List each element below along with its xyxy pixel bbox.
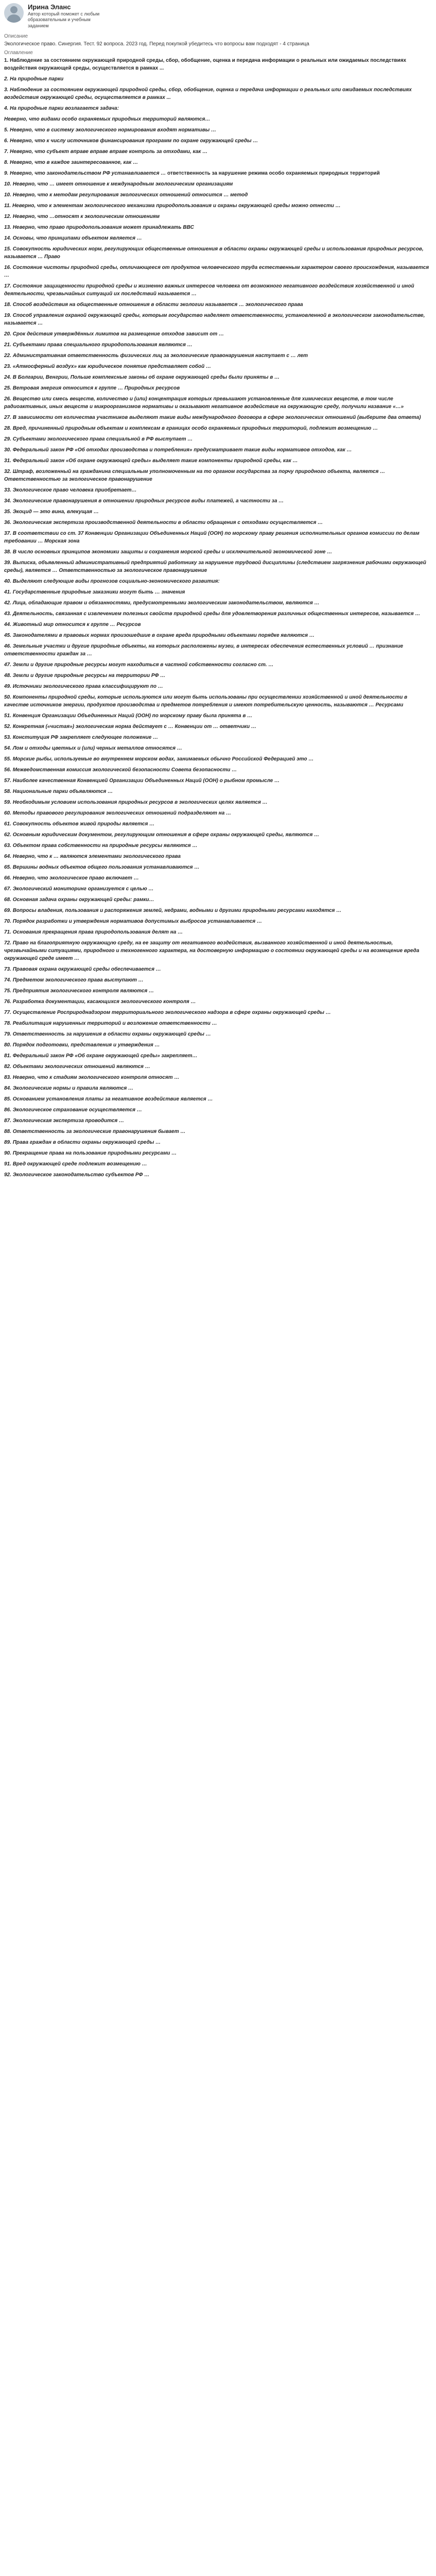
question-text: Ответственность за экологические правонарушения бывает … bbox=[12, 1128, 186, 1134]
list-item bbox=[4, 1128, 432, 1136]
list-item bbox=[4, 723, 432, 731]
question-number: 38. bbox=[4, 549, 13, 555]
question-number: 24. bbox=[4, 374, 13, 380]
question-text: Основы, что принципами объектом является … bbox=[12, 235, 142, 241]
question-number: 82. bbox=[4, 1063, 13, 1070]
question-text: Неверно, что …относят к экологическим отношениям bbox=[12, 213, 160, 219]
question-number: 81. bbox=[4, 1053, 13, 1059]
list-item bbox=[4, 693, 432, 709]
question-text: В зависимости от количества участников выделяют такие виды международного договора в сфере экологических отношений (выберите два ответа) bbox=[12, 414, 421, 420]
question-number: 7. bbox=[4, 148, 10, 155]
list-item bbox=[4, 842, 432, 850]
list-item bbox=[4, 1020, 432, 1027]
question-number: 86. bbox=[4, 1107, 13, 1113]
list-item bbox=[4, 384, 432, 392]
question-number: 72. bbox=[4, 940, 13, 946]
list-item bbox=[4, 312, 432, 327]
question-number: 51. bbox=[4, 713, 13, 719]
question-number: 78. bbox=[4, 1020, 13, 1026]
list-item bbox=[4, 213, 432, 221]
question-number: 27. bbox=[4, 414, 13, 420]
question-text: Конвенция Организации Объединенных Наций (ООН) по морскому праву была принята в … bbox=[12, 713, 253, 719]
question-text: Источники экологического права классифицируют по … bbox=[12, 683, 163, 689]
author-name[interactable]: Ирина Эланс bbox=[28, 3, 71, 11]
question-number: 19. bbox=[4, 312, 13, 318]
question-number: 76. bbox=[4, 998, 13, 1005]
question-text: Ветровая энергия относится к группе … Природных ресурсов bbox=[12, 385, 180, 391]
question-number: 83. bbox=[4, 1074, 13, 1080]
question-text: Вред окружающей среде подлежит возмещению … bbox=[12, 1161, 147, 1167]
question-text: Экологическая экспертиза проводится … bbox=[12, 1117, 125, 1124]
question-text: Порядок подготовки, представления и утверждения … bbox=[12, 1042, 160, 1048]
question-text: Неверно, что к элементам экологического механизма природопользования и охраны окружающей среды можно отнести … bbox=[12, 202, 341, 209]
question-text: Наблюдение за состоянием окружающей природной среды, сбор, обобщение, оценка и передача информации о реальных или ожидаемых последствиях воздействия окружающей среды, осуществляется в рамках ... bbox=[4, 87, 412, 100]
question-number: 55. bbox=[4, 756, 13, 762]
question-text: Неверно, что право природопользования может принадлежать ВВС bbox=[12, 224, 194, 230]
question-number: 6. bbox=[4, 138, 10, 144]
question-number: 18. bbox=[4, 301, 13, 308]
question-number: 8. bbox=[4, 159, 10, 165]
question-text: Состояние защищенности природной среды и жизненно важных интересов человека от возможного негативного воздействия хозяйственной и иной деятельности, чрезвычайных ситуаций их последствий называется … bbox=[4, 283, 414, 297]
toc-label: Оглавление bbox=[4, 49, 33, 56]
question-number: 31. bbox=[4, 457, 13, 464]
question-text: Экологические нормы и правила являются … bbox=[12, 1085, 134, 1091]
question-number: 75. bbox=[4, 988, 13, 994]
list-item bbox=[4, 425, 432, 432]
question-number: 45. bbox=[4, 632, 13, 638]
question-number: 69. bbox=[4, 907, 13, 913]
question-text: На природные парки bbox=[10, 76, 64, 82]
question-number: 60. bbox=[4, 810, 13, 816]
question-text: Срок действия утверждённых лимитов на размещение отходов зависит от … bbox=[12, 331, 224, 337]
list-item bbox=[4, 755, 432, 763]
question-number: 54. bbox=[4, 745, 13, 751]
list-item bbox=[4, 1117, 432, 1125]
question-text: Вершины водных объектов общего пользования устанавливаются … bbox=[12, 864, 200, 870]
question-text: Субъектами экологического права специальной в РФ выступает … bbox=[12, 436, 193, 442]
list-item bbox=[4, 683, 432, 690]
question-number: 35. bbox=[4, 509, 13, 515]
question-number: 87. bbox=[4, 1117, 13, 1124]
list-item bbox=[4, 599, 432, 607]
list-item bbox=[4, 734, 432, 741]
question-number: 70. bbox=[4, 918, 13, 924]
question-text: Федеральный закон РФ «Об отходах производства и потребления» предусматривает такие виды нормативов отходов, как … bbox=[12, 447, 352, 453]
list-item bbox=[4, 965, 432, 973]
question-text: Экоцид — это вина, влекущая … bbox=[12, 509, 99, 515]
question-number: 57. bbox=[4, 777, 13, 784]
question-text: Неверно, что к числу источников финансирования программ по охране окружающей среды … bbox=[10, 138, 258, 144]
question-number: 26. bbox=[4, 396, 13, 402]
question-text: Наиболее качественная Конвенцией Организации Объединенных Наций (ООН) о рыбном промысле … bbox=[12, 777, 280, 784]
list-item bbox=[4, 435, 432, 443]
question-text: На природные парки возлагается задача: bbox=[10, 105, 119, 111]
list-item bbox=[4, 1139, 432, 1146]
list-item bbox=[4, 170, 432, 177]
question-text: Ответственность за нарушения в области охраны окружающей среды … bbox=[12, 1031, 211, 1037]
avatar[interactable] bbox=[4, 3, 24, 23]
list-item bbox=[4, 202, 432, 210]
question-text: Реабилитация нарушенных территорий и возложение ответственности … bbox=[12, 1020, 217, 1026]
question-number: 46. bbox=[4, 643, 13, 649]
question-text: Предприятия экологического контроля являются … bbox=[12, 988, 154, 994]
question-number: 92. bbox=[4, 1172, 13, 1178]
question-number: 71. bbox=[4, 929, 13, 935]
question-text: Разработка документации, касающихся экологического контроля … bbox=[12, 998, 196, 1005]
question-number: 34. bbox=[4, 498, 13, 504]
list-item bbox=[4, 363, 432, 370]
question-number: 43. bbox=[4, 611, 13, 617]
question-number: 84. bbox=[4, 1085, 13, 1091]
question-text: Основанием установления платы за негативное воздействие является … bbox=[12, 1096, 213, 1102]
list-item bbox=[4, 548, 432, 556]
question-list bbox=[4, 75, 432, 1179]
question-text: В соответствии со ст. 37 Конвенции Организации Объединенных Наций (ООН) по морскому праву решения исполнительных органов комиссии по делам требовании … Морская зона bbox=[4, 530, 420, 544]
question-text: Федеральный закон «Об охране окружающей среды» выделяет такие компоненты природной среды, как … bbox=[12, 457, 298, 464]
question-number: 68. bbox=[4, 896, 13, 903]
question-number: 16. bbox=[4, 264, 13, 270]
question-text: Земли и другие природные ресурсы могут находиться в частной собственности согласно ст. … bbox=[12, 662, 274, 668]
question-number: 36. bbox=[4, 519, 13, 526]
list-item bbox=[4, 610, 432, 618]
question-number: 74. bbox=[4, 977, 13, 983]
list-item bbox=[4, 191, 432, 199]
question-text: Экологическое законодательство субъектов РФ … bbox=[12, 1172, 150, 1178]
list-item bbox=[4, 788, 432, 795]
question-text: Порядок разработки и утверждения нормативов допустимых выбросов устанавливается … bbox=[12, 918, 262, 924]
question-number: 23. bbox=[4, 363, 13, 369]
avatar-body-shape bbox=[7, 14, 21, 23]
list-item bbox=[4, 446, 432, 454]
list-item bbox=[4, 301, 432, 309]
avatar-head-shape bbox=[10, 6, 18, 13]
question-text: Предметом экологического права выступают … bbox=[12, 977, 144, 983]
list-item bbox=[4, 282, 432, 298]
question-number: 50. bbox=[4, 694, 13, 700]
question-text: Вещество или смесь веществ, количество и (или) концентрация которых превышают установленные для химических веществ, в том числе радиоактивных, иных веществ и микроорганизмов нормативы и оказывают негативное воздействие на окружающую среду, получили название «…» bbox=[4, 396, 404, 410]
question-number: 42. bbox=[4, 600, 13, 606]
question-text: Национальные парки объявляются … bbox=[12, 788, 113, 794]
question-text: Экологическое страхование осуществляется … bbox=[12, 1107, 142, 1113]
question-number: 85. bbox=[4, 1096, 13, 1102]
list-item bbox=[4, 998, 432, 1006]
question-text: Объектом права собственности на природные ресурсы являются … bbox=[12, 842, 198, 849]
list-item bbox=[4, 976, 432, 984]
question-text: Способ управления охраной окружающей среды, которым государство наделяет ответственности, установленной в экологическом законодательстве, называется … bbox=[4, 312, 425, 326]
question-text: Прекращение права на пользование природными ресурсами … bbox=[12, 1150, 177, 1156]
question-number: 80. bbox=[4, 1042, 13, 1048]
question-number: 90. bbox=[4, 1150, 13, 1156]
list-item bbox=[4, 1009, 432, 1016]
list-item bbox=[4, 330, 432, 338]
question-number: 10. bbox=[4, 181, 13, 187]
list-item bbox=[4, 497, 432, 505]
page bbox=[0, 0, 436, 1192]
question-number: 41. bbox=[4, 589, 13, 595]
question-number: 2. bbox=[4, 76, 10, 82]
question-number: 56. bbox=[4, 767, 13, 773]
question-number: 49. bbox=[4, 683, 13, 689]
author-block bbox=[4, 3, 432, 29]
question-number: 62. bbox=[4, 832, 13, 838]
question-number: 77. bbox=[4, 1009, 13, 1015]
list-item bbox=[4, 519, 432, 527]
list-item bbox=[4, 264, 432, 279]
question-text: Административная ответственность физических лиц за экологические правонарушения наступает с … лет bbox=[12, 352, 308, 359]
question-text: Совокупность объектов живой природы является … bbox=[12, 821, 155, 827]
question-text: Межведомственная комиссия экологической безопасности Совета безопасности … bbox=[12, 767, 237, 773]
list-item bbox=[4, 987, 432, 995]
question-text: Морские рыбы, используемые во внутреннем морском водах, занимаемых обычно Российской Федерацией это … bbox=[12, 756, 314, 762]
list-item bbox=[4, 414, 432, 421]
question-number: 61. bbox=[4, 821, 13, 827]
list-item bbox=[4, 1160, 432, 1168]
question-number: 25. bbox=[4, 385, 13, 391]
question-text: Способ воздействия на общественные отношения в области экологии называется … экологического права bbox=[12, 301, 303, 308]
list-item bbox=[4, 1041, 432, 1049]
question-text: Право на благоприятную окружающую среду, на ее защиту от негативного воздействия, вызванного хозяйственной и иной деятельностью, чрезвычайными ситуациями, природного и техногенного характера, на достоверную информацию о состоянии окружающей среды и на возмещение вреда окружающей среде имеет … bbox=[4, 940, 420, 961]
question-number: 4. bbox=[4, 105, 10, 111]
question-text: Неверно, что в систему экологического нормирования входят нормативы … bbox=[10, 127, 216, 133]
question-text: Лом и отходы цветных и (или) черных металлов относятся … bbox=[12, 745, 182, 751]
list-item bbox=[4, 632, 432, 639]
question-text: Неверно, что в каждое заинтересованное, как … bbox=[10, 159, 138, 165]
question-number: 39. bbox=[4, 560, 13, 566]
list-item bbox=[4, 578, 432, 585]
question-text: Лица, обладающие правом и обязанностями, предусмотренными экологическим законодательством, являются … bbox=[12, 600, 320, 606]
question-number: 11. bbox=[4, 202, 12, 209]
question-text: Законодателями в правовых нормах произошедшие в охране вреда природными объектами порядке являются … bbox=[12, 632, 315, 638]
question-number: 91. bbox=[4, 1161, 13, 1167]
question-text: Конституция РФ закрепляет следующее положение … bbox=[12, 734, 159, 740]
list-item bbox=[4, 486, 432, 494]
list-item bbox=[4, 126, 432, 134]
list-item bbox=[4, 159, 432, 166]
question-number: 58. bbox=[4, 788, 13, 794]
list-item bbox=[4, 777, 432, 785]
list-item bbox=[4, 245, 432, 261]
author-description: Автор который поможет с любым образовательным и учебным заданием bbox=[28, 11, 100, 28]
list-item bbox=[4, 712, 432, 720]
list-item bbox=[4, 874, 432, 882]
question-text: Неверно, что … имеет отношение к международным экологическим организациям bbox=[12, 181, 233, 187]
list-item bbox=[4, 1084, 432, 1092]
question-number: 20. bbox=[4, 331, 13, 337]
question-number: 88. bbox=[4, 1128, 13, 1134]
list-item bbox=[4, 918, 432, 925]
list-item bbox=[4, 530, 432, 545]
question-number: 32. bbox=[4, 468, 13, 474]
question-number: 89. bbox=[4, 1139, 13, 1145]
list-item bbox=[4, 1063, 432, 1071]
question-text: Неверно, что к методам регулирования экологических отношений относится … метод bbox=[12, 192, 248, 198]
list-item bbox=[4, 105, 432, 112]
question-number: 66. bbox=[4, 875, 13, 881]
question-number: 67. bbox=[4, 886, 13, 892]
question-number: 37. bbox=[4, 530, 13, 536]
section-title: 1. Наблюдение за состоянием окружающей природной среды, сбор, обобщение, оценка и передача информации о реальных или ожидаемых последствиях воздействия окружающей среды, осуществляется в рамках ... bbox=[4, 57, 407, 71]
list-item bbox=[4, 744, 432, 752]
question-text: Экологическая экспертиза производственной деятельности в области обращения с отходами осуществляется … bbox=[12, 519, 323, 526]
list-item bbox=[4, 234, 432, 242]
list-item bbox=[4, 588, 432, 596]
question-text: Совокупность юридических норм, регулирующих общественные отношения в области охраны окружающей среды и использования природных ресурсов, называется … Право bbox=[4, 246, 424, 260]
question-number: 3. bbox=[4, 87, 10, 93]
list-item bbox=[4, 224, 432, 231]
list-item bbox=[4, 766, 432, 774]
question-number: 53. bbox=[4, 734, 13, 740]
list-item bbox=[4, 1171, 432, 1179]
question-text: Методы правового регулирования экологических отношений подразделяют на … bbox=[12, 810, 232, 816]
question-text: Земельные участки и другие природные объекты, на которых расположены музеи, в интересах обеспечения естественных условий … признание ответственности граждан за … bbox=[4, 643, 404, 657]
question-number: 14. bbox=[4, 235, 13, 241]
question-number: 63. bbox=[4, 842, 13, 849]
question-text: Животный мир относится к группе … Ресурсов bbox=[12, 621, 141, 628]
list-item bbox=[4, 831, 432, 839]
question-text: Вред, причиненный природным объектам и комплексам в границах особо охраняемых природных территорий, подлежит возмещению … bbox=[12, 425, 378, 431]
question-number: 59. bbox=[4, 799, 13, 805]
author-info bbox=[28, 3, 105, 29]
question-text: Неверно, что к стадиям экологического контроля относят … bbox=[12, 1074, 180, 1080]
question-text: Экологический мониторинг организуется с целью … bbox=[12, 886, 154, 892]
question-number: 65. bbox=[4, 864, 13, 870]
question-text: Деятельность, связанная с извлечением полезных свойств природной среды для удовлетворения различных общественных интересов, называется … bbox=[12, 611, 421, 617]
question-number: 22. bbox=[4, 352, 13, 359]
question-text: Объектами экологических отношений являются … bbox=[12, 1063, 150, 1070]
question-text: Выписка, объявленный административный предприятий работнику за нарушение трудовой дисциплины (следствием загрязнения рабочими окружающей среды), является … Ответственностью за экологическое правонарушение bbox=[4, 560, 426, 573]
question-text: Неверно, что видами особо охраняемых природных территорий являются… bbox=[4, 116, 211, 122]
list-item bbox=[4, 853, 432, 860]
list-item bbox=[4, 115, 432, 123]
list-item bbox=[4, 820, 432, 828]
question-number: 29. bbox=[4, 436, 13, 442]
list-item bbox=[4, 1052, 432, 1060]
list-item bbox=[4, 928, 432, 936]
question-text: Конкретная («чистая») экологическая норма действует с … Конвенции от … ответчики … bbox=[12, 723, 256, 730]
question-number: 12. bbox=[4, 213, 13, 219]
question-text: В Болгарии, Венгрии, Польше комплексные законы об охране окружающей среды были приняты в … bbox=[12, 374, 280, 380]
list-item bbox=[4, 352, 432, 360]
answer-text: ответственность за нарушение режима особо охраняемых природных территорий bbox=[166, 170, 380, 176]
question-number: 40. bbox=[4, 578, 13, 584]
question-number: 28. bbox=[4, 425, 13, 431]
question-text: Основания прекращения права природопользования делят на … bbox=[12, 929, 183, 935]
question-number: 47. bbox=[4, 662, 13, 668]
list-item bbox=[4, 148, 432, 156]
list-item bbox=[4, 559, 432, 574]
list-item bbox=[4, 621, 432, 629]
question-number: 10. bbox=[4, 192, 13, 198]
list-item bbox=[4, 1095, 432, 1103]
list-item bbox=[4, 1030, 432, 1038]
list-item bbox=[4, 468, 432, 483]
list-item bbox=[4, 642, 432, 658]
question-number: 17. bbox=[4, 283, 13, 289]
question-text: Основным юридическим документом, регулирующим отношения в сфере охраны окружающей среды, являются … bbox=[12, 832, 320, 838]
question-number: 48. bbox=[4, 672, 13, 679]
question-text: Неверно, что к … являются элементами экологического права bbox=[12, 853, 181, 859]
question-number: 73. bbox=[4, 966, 13, 972]
question-number: 33. bbox=[4, 487, 13, 493]
question-number: 21. bbox=[4, 342, 13, 348]
question-text: Неверно, что законодательством РФ устанавливается … bbox=[10, 170, 166, 176]
list-item bbox=[4, 457, 432, 465]
question-text: Вопросы владения, пользования и распоряжения землей, недрами, водными и другими природными ресурсами находятся … bbox=[12, 907, 342, 913]
question-text: Необходимым условием использования природных ресурсов в экологических целях является … bbox=[12, 799, 268, 805]
list-item bbox=[4, 395, 432, 411]
list-item bbox=[4, 341, 432, 349]
list-item bbox=[4, 1106, 432, 1114]
question-text: Выделяют следующие виды прогнозов социально-экономического развития: bbox=[12, 578, 220, 584]
question-text: Компоненты природной среды, которые используются или могут быть использованы при осуществлении хозяйственной и иной деятельности в качестве источников энергии, продуктов производства и предметов потребления и имеют потребительскую ценность, называются … Ресурсами bbox=[4, 694, 408, 708]
list-item bbox=[4, 661, 432, 669]
list-item bbox=[4, 939, 432, 962]
description-text: Экологическое право. Синергия. Тест. 92 вопроса. 2023 год. Перед покупкой убедитесь что вопросы вам подходят - 4 страница bbox=[4, 41, 309, 47]
question-text: «Атмосферный воздух» как юридическое понятие представляет собой … bbox=[12, 363, 211, 369]
question-number: 13. bbox=[4, 224, 13, 230]
question-number: 79. bbox=[4, 1031, 13, 1037]
list-item bbox=[4, 1149, 432, 1157]
question-text: Основная задача охраны окружающей среды: рамки… bbox=[12, 896, 154, 903]
question-text: Осуществление Росприроднадзором территориального экологического надзора в сфере охраны окружающей среды … bbox=[12, 1009, 331, 1015]
question-text: Неверно, что экологическое право включает … bbox=[12, 875, 139, 881]
question-number: 15. bbox=[4, 246, 13, 252]
list-item bbox=[4, 863, 432, 871]
list-item bbox=[4, 672, 432, 680]
list-item bbox=[4, 508, 432, 516]
list-item bbox=[4, 1074, 432, 1081]
question-text: Права граждан в области охраны окружающей среды … bbox=[12, 1139, 161, 1145]
question-text: Неверно, что субъект вправе вправе вправе контроль за отходами, как … bbox=[10, 148, 208, 155]
list-item bbox=[4, 374, 432, 381]
list-item bbox=[4, 885, 432, 893]
list-item bbox=[4, 809, 432, 817]
question-text: Правовая охрана окружающей среды обеспечивается … bbox=[12, 966, 161, 972]
question-text: Экологические правонарушения в отношении природных ресурсов виды платежей, а частности за … bbox=[12, 498, 284, 504]
question-number: 9. bbox=[4, 170, 10, 176]
question-text: Государственные природные заказники могут быть … значения bbox=[12, 589, 185, 595]
list-item bbox=[4, 907, 432, 914]
question-number: 5. bbox=[4, 127, 10, 133]
description-label: Описание bbox=[4, 33, 28, 39]
question-text: Экологическое право человека приобретает… bbox=[12, 487, 137, 493]
question-text: Федеральный закон РФ «Об охране окружающей среды» закрепляет… bbox=[12, 1053, 198, 1059]
question-number: 52. bbox=[4, 723, 13, 730]
question-text: Субъектами права специального природопользования являются … bbox=[12, 342, 193, 348]
question-text: Земли и другие природные ресурсы на территории РФ … bbox=[12, 672, 166, 679]
question-number: 64. bbox=[4, 853, 13, 859]
list-item bbox=[4, 180, 432, 188]
list-item bbox=[4, 799, 432, 806]
list-item bbox=[4, 137, 432, 145]
question-text: В число основных принципов экономики защиты и сохранения морской среды и исключительной экономической зоне … bbox=[12, 549, 333, 555]
question-number: 44. bbox=[4, 621, 13, 628]
list-item bbox=[4, 896, 432, 904]
list-item bbox=[4, 75, 432, 83]
list-item bbox=[4, 86, 432, 101]
question-text: Штраф, возложенный на гражданина специальным уполномоченным на то органом государства за порчу природного объекта, является … Ответственностью за экологическое правонарушение bbox=[4, 468, 386, 482]
question-text: Состояние чистоты природной среды, отличающееся от продуктов человеческого труда естественным характером своего происхождения, называется … bbox=[4, 264, 429, 278]
question-number: 30. bbox=[4, 447, 13, 453]
